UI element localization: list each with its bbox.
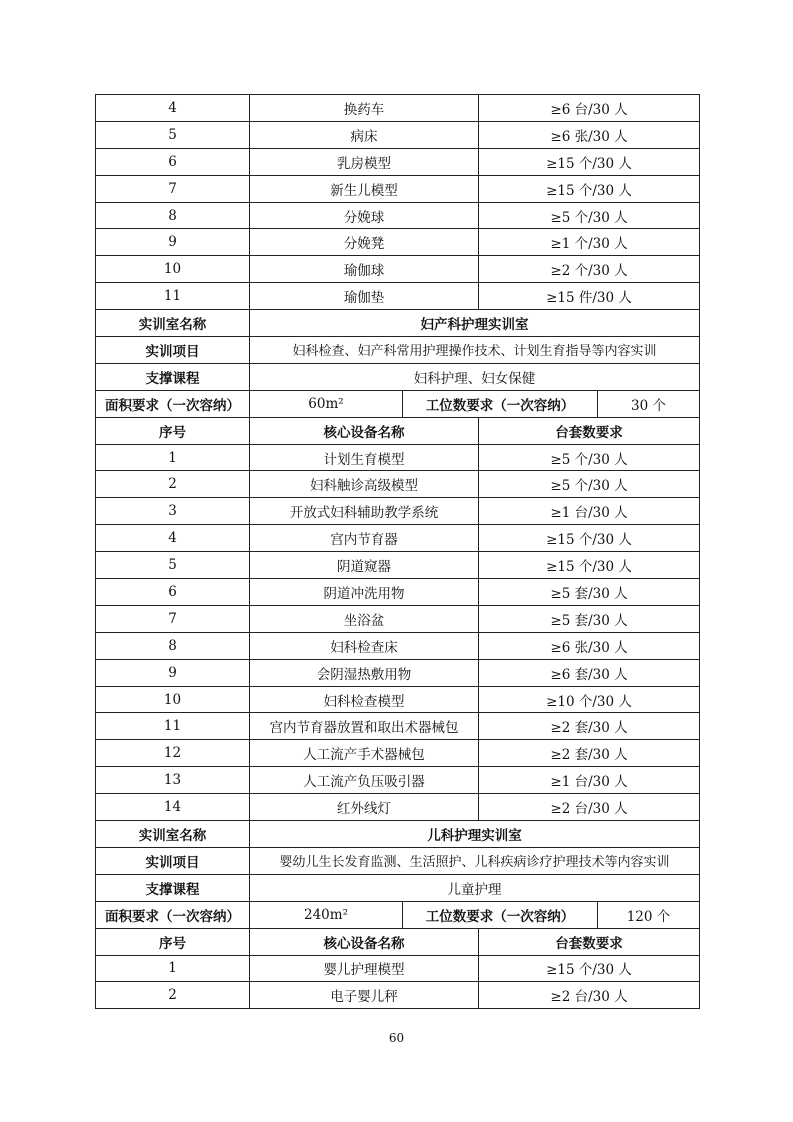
room-name-row	[96, 310, 700, 337]
item-number: 1	[96, 955, 250, 982]
quantity-requirement: ≥5 套/30 人	[479, 579, 700, 606]
supporting-course: 儿童护理	[250, 874, 700, 901]
equipment-name: 会阴湿热敷用物	[250, 659, 479, 686]
table-row	[96, 579, 700, 606]
item-number: 10	[96, 256, 250, 283]
quantity-requirement: ≥15 个/30 人	[479, 175, 700, 202]
room-name-label: 实训室名称	[96, 821, 250, 848]
quantity-requirement: ≥2 套/30 人	[479, 713, 700, 740]
area-unit: m²	[325, 395, 344, 412]
table-row	[96, 632, 700, 659]
training-room-equipment-table	[95, 94, 700, 1009]
area-requirement-label: 面积要求（一次容纳）	[96, 901, 250, 928]
equipment-name: 宫内节育器	[250, 525, 479, 552]
room-name: 儿科护理实训室	[250, 821, 700, 848]
training-project: 婴幼儿生长发育监测、生活照护、儿科疾病诊疗护理技术等内容实训	[250, 847, 700, 874]
equipment-name: 换药车	[250, 95, 479, 122]
item-number: 10	[96, 686, 250, 713]
quantity-requirement: ≥2 台/30 人	[479, 982, 700, 1009]
quantity-requirement: ≥1 台/30 人	[479, 498, 700, 525]
quantity-requirement: ≥6 套/30 人	[479, 659, 700, 686]
station-requirement-label: 工位数要求（一次容纳）	[403, 901, 598, 928]
room-name: 妇产科护理实训室	[250, 310, 700, 337]
table-row	[96, 175, 700, 202]
page-number: 60	[388, 1031, 405, 1045]
equipment-name: 红外线灯	[250, 794, 479, 821]
item-number: 3	[96, 498, 250, 525]
table-row	[96, 229, 700, 256]
item-number: 5	[96, 552, 250, 579]
supporting-course-row	[96, 363, 700, 390]
item-number: 8	[96, 632, 250, 659]
document-page	[95, 94, 699, 1009]
quantity-requirement: ≥6 台/30 人	[479, 95, 700, 122]
item-number: 7	[96, 605, 250, 632]
table-row	[96, 794, 700, 821]
item-number: 13	[96, 767, 250, 794]
column-header-equipment: 核心设备名称	[250, 417, 479, 444]
equipment-name: 婴儿护理模型	[250, 955, 479, 982]
table-row	[96, 955, 700, 982]
table-row	[96, 713, 700, 740]
equipment-name: 妇科触诊高级模型	[250, 471, 479, 498]
item-number: 2	[96, 982, 250, 1009]
quantity-requirement: ≥6 张/30 人	[479, 121, 700, 148]
table-row	[96, 552, 700, 579]
item-number: 6	[96, 579, 250, 606]
item-number: 4	[96, 95, 250, 122]
table-row	[96, 982, 700, 1009]
item-number: 11	[96, 713, 250, 740]
equipment-name: 乳房模型	[250, 148, 479, 175]
supporting-course-row	[96, 874, 700, 901]
quantity-requirement: ≥15 件/30 人	[479, 283, 700, 310]
station-requirement: 120 个	[598, 901, 700, 928]
equipment-name: 电子婴儿秤	[250, 982, 479, 1009]
area-requirement	[250, 901, 403, 928]
area-stations-row	[96, 901, 700, 928]
item-number: 5	[96, 121, 250, 148]
equipment-name: 人工流产手术器械包	[250, 740, 479, 767]
equipment-name: 阴道冲洗用物	[250, 579, 479, 606]
column-header-number: 序号	[96, 417, 250, 444]
area-value: 240	[304, 906, 330, 923]
quantity-requirement: ≥1 个/30 人	[479, 229, 700, 256]
item-number: 9	[96, 659, 250, 686]
table-row	[96, 202, 700, 229]
supporting-course-label: 支撑课程	[96, 874, 250, 901]
equipment-name: 妇科检查模型	[250, 686, 479, 713]
table-row	[96, 95, 700, 122]
column-header-equipment: 核心设备名称	[250, 928, 479, 955]
item-number: 4	[96, 525, 250, 552]
supporting-course: 妇科护理、妇女保健	[250, 363, 700, 390]
quantity-requirement: ≥1 台/30 人	[479, 767, 700, 794]
table-row	[96, 767, 700, 794]
item-number: 1	[96, 444, 250, 471]
table-row	[96, 686, 700, 713]
quantity-requirement: ≥15 个/30 人	[479, 955, 700, 982]
station-requirement: 30 个	[598, 390, 700, 417]
room-name-row	[96, 821, 700, 848]
supporting-course-label: 支撑课程	[96, 363, 250, 390]
column-header-quantity: 台套数要求	[479, 417, 700, 444]
table-row	[96, 498, 700, 525]
item-number: 14	[96, 794, 250, 821]
table-row	[96, 283, 700, 310]
table-row	[96, 444, 700, 471]
table-row	[96, 605, 700, 632]
item-number: 7	[96, 175, 250, 202]
item-number: 12	[96, 740, 250, 767]
room-name-label: 实训室名称	[96, 310, 250, 337]
equipment-name: 分娩凳	[250, 229, 479, 256]
quantity-requirement: ≥6 张/30 人	[479, 632, 700, 659]
column-header-row	[96, 417, 700, 444]
area-unit: m²	[329, 906, 348, 923]
item-number: 6	[96, 148, 250, 175]
quantity-requirement: ≥10 个/30 人	[479, 686, 700, 713]
table-row	[96, 121, 700, 148]
equipment-name: 计划生育模型	[250, 444, 479, 471]
table-row	[96, 471, 700, 498]
area-value: 60	[308, 395, 326, 412]
quantity-requirement: ≥5 个/30 人	[479, 471, 700, 498]
equipment-name: 瑜伽球	[250, 256, 479, 283]
quantity-requirement: ≥5 个/30 人	[479, 444, 700, 471]
item-number: 2	[96, 471, 250, 498]
column-header-row	[96, 928, 700, 955]
area-requirement	[250, 390, 403, 417]
table-row	[96, 740, 700, 767]
equipment-name: 坐浴盆	[250, 605, 479, 632]
quantity-requirement: ≥2 套/30 人	[479, 740, 700, 767]
training-project: 妇科检查、妇产科常用护理操作技术、计划生育指导等内容实训	[250, 337, 700, 364]
equipment-name: 妇科检查床	[250, 632, 479, 659]
quantity-requirement: ≥2 台/30 人	[479, 794, 700, 821]
quantity-requirement: ≥5 个/30 人	[479, 202, 700, 229]
training-project-row	[96, 847, 700, 874]
equipment-name: 开放式妇科辅助教学系统	[250, 498, 479, 525]
quantity-requirement: ≥15 个/30 人	[479, 525, 700, 552]
equipment-name: 分娩球	[250, 202, 479, 229]
equipment-name: 宫内节育器放置和取出术器械包	[250, 713, 479, 740]
training-project-row	[96, 337, 700, 364]
equipment-name: 瑜伽垫	[250, 283, 479, 310]
equipment-name: 病床	[250, 121, 479, 148]
table-row	[96, 525, 700, 552]
table-row	[96, 148, 700, 175]
item-number: 11	[96, 283, 250, 310]
quantity-requirement: ≥5 套/30 人	[479, 605, 700, 632]
training-project-label: 实训项目	[96, 847, 250, 874]
training-project-label: 实训项目	[96, 337, 250, 364]
item-number: 9	[96, 229, 250, 256]
table-row	[96, 256, 700, 283]
area-requirement-label: 面积要求（一次容纳）	[96, 390, 250, 417]
quantity-requirement: ≥15 个/30 人	[479, 148, 700, 175]
equipment-name: 阴道窥器	[250, 552, 479, 579]
table-row	[96, 659, 700, 686]
column-header-number: 序号	[96, 928, 250, 955]
equipment-name: 人工流产负压吸引器	[250, 767, 479, 794]
area-stations-row	[96, 390, 700, 417]
equipment-name: 新生儿模型	[250, 175, 479, 202]
item-number: 8	[96, 202, 250, 229]
quantity-requirement: ≥15 个/30 人	[479, 552, 700, 579]
column-header-quantity: 台套数要求	[479, 928, 700, 955]
station-requirement-label: 工位数要求（一次容纳）	[403, 390, 598, 417]
quantity-requirement: ≥2 个/30 人	[479, 256, 700, 283]
